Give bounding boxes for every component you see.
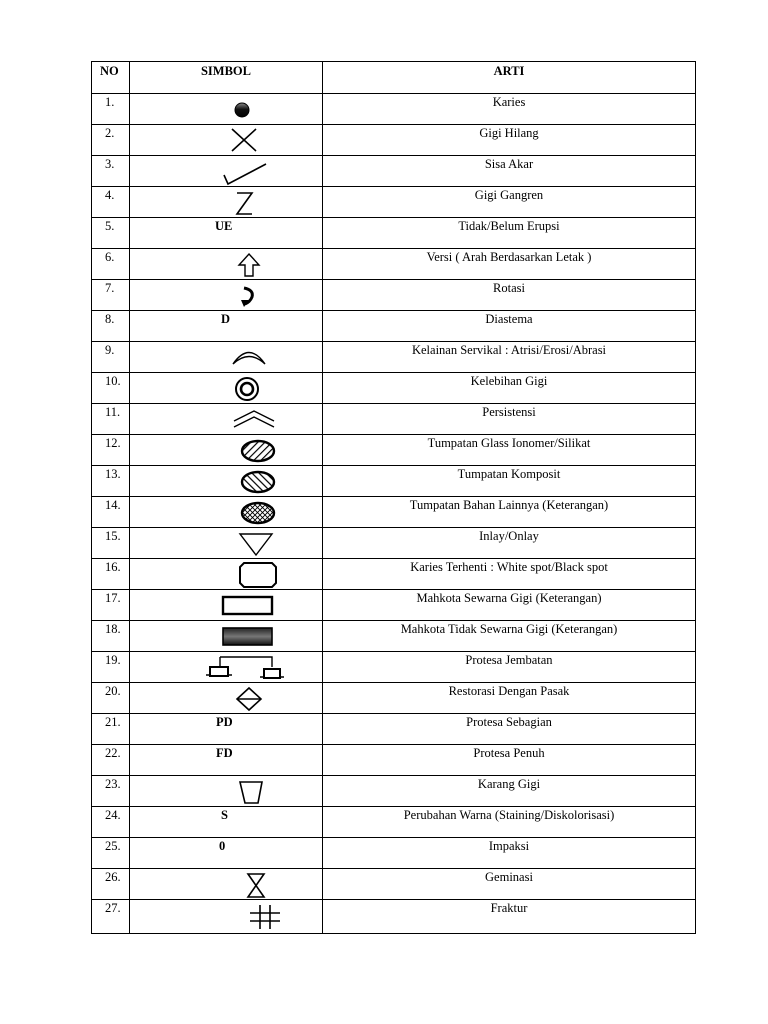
- row-number: 7.: [92, 280, 130, 311]
- header-arti: ARTI: [323, 62, 696, 94]
- symbol-cell: [130, 776, 323, 807]
- table-row: [92, 497, 696, 528]
- table-row: [92, 652, 696, 683]
- table-row: [92, 838, 696, 869]
- meaning: Fraktur: [323, 900, 696, 934]
- symbol-cell: [130, 218, 323, 249]
- x-cross-icon: [230, 127, 258, 153]
- meaning: Rotasi: [323, 280, 696, 311]
- row-number: 12.: [92, 435, 130, 466]
- symbol-cell: [130, 714, 323, 745]
- meaning: Gigi Gangren: [323, 187, 696, 218]
- table-row: [92, 280, 696, 311]
- table-header-row: [92, 62, 696, 94]
- bridge-icon: [206, 653, 286, 683]
- symbol-cell: [130, 683, 323, 714]
- table-row: [92, 187, 696, 218]
- symbol-cell: [130, 652, 323, 683]
- symbol-text: 0: [219, 839, 226, 853]
- symbol-cell: [130, 280, 323, 311]
- table-row: [92, 218, 696, 249]
- symbol-cell: [130, 807, 323, 838]
- row-number: 22.: [92, 745, 130, 776]
- crosshatched-ellipse-icon: [240, 500, 276, 526]
- symbol-cell: [130, 900, 323, 934]
- down-triangle-icon: [238, 531, 274, 557]
- row-number: 26.: [92, 869, 130, 900]
- table-row: [92, 900, 696, 934]
- row-number: 10.: [92, 373, 130, 404]
- symbol-cell: [130, 342, 323, 373]
- meaning: Gigi Hilang: [323, 125, 696, 156]
- symbol-cell: [130, 745, 323, 776]
- table-row: [92, 94, 696, 125]
- symbol-cell: [130, 373, 323, 404]
- hourglass-icon: [246, 872, 266, 900]
- row-number: 11.: [92, 404, 130, 435]
- symbol-table: [91, 61, 696, 934]
- diamond-line-icon: [234, 686, 264, 712]
- symbol-cell: [130, 435, 323, 466]
- table-row: [92, 373, 696, 404]
- meaning: Geminasi: [323, 869, 696, 900]
- meaning: Impaksi: [323, 838, 696, 869]
- trapezoid-icon: [238, 779, 266, 805]
- meaning: Mahkota Sewarna Gigi (Keterangan): [323, 590, 696, 621]
- crescent-icon: [231, 347, 267, 367]
- symbol-cell: [130, 311, 323, 342]
- table-row: [92, 125, 696, 156]
- meaning: Tumpatan Komposit: [323, 466, 696, 497]
- meaning: Kelebihan Gigi: [323, 373, 696, 404]
- symbol-cell: [130, 94, 323, 125]
- row-number: 2.: [92, 125, 130, 156]
- meaning: Tumpatan Glass Ionomer/Silikat: [323, 435, 696, 466]
- row-number: 23.: [92, 776, 130, 807]
- row-number: 6.: [92, 249, 130, 280]
- symbol-text: UE: [215, 219, 233, 233]
- symbol-cell: [130, 187, 323, 218]
- symbol-cell: [130, 559, 323, 590]
- meaning: Kelainan Servikal : Atrisi/Erosi/Abrasi: [323, 342, 696, 373]
- meaning: Mahkota Tidak Sewarna Gigi (Keterangan): [323, 621, 696, 652]
- z-letter-icon: [233, 190, 255, 216]
- checkmark-icon: [222, 160, 268, 186]
- double-chevron-icon: [232, 409, 276, 429]
- table-row: [92, 404, 696, 435]
- up-arrow-outline-icon: [237, 252, 261, 278]
- meaning: Persistensi: [323, 404, 696, 435]
- row-number: 9.: [92, 342, 130, 373]
- rotation-arrow-icon: [240, 284, 260, 308]
- meaning: Protesa Jembatan: [323, 652, 696, 683]
- symbol-cell: [130, 125, 323, 156]
- table-row: [92, 590, 696, 621]
- meaning: Tidak/Belum Erupsi: [323, 218, 696, 249]
- filled-circle-icon: [233, 100, 251, 118]
- row-number: 21.: [92, 714, 130, 745]
- meaning: Karang Gigi: [323, 776, 696, 807]
- table-row: [92, 807, 696, 838]
- table-row: [92, 342, 696, 373]
- meaning: Versi ( Arah Berdasarkan Letak ): [323, 249, 696, 280]
- symbol-cell: [130, 869, 323, 900]
- meaning: Protesa Sebagian: [323, 714, 696, 745]
- meaning: Karies Terhenti : White spot/Black spot: [323, 559, 696, 590]
- row-number: 25.: [92, 838, 130, 869]
- row-number: 27.: [92, 900, 130, 934]
- meaning: Inlay/Onlay: [323, 528, 696, 559]
- row-number: 18.: [92, 621, 130, 652]
- row-number: 15.: [92, 528, 130, 559]
- row-number: 14.: [92, 497, 130, 528]
- symbol-text: S: [221, 808, 228, 822]
- row-number: 16.: [92, 559, 130, 590]
- row-number: 17.: [92, 590, 130, 621]
- table-row: [92, 869, 696, 900]
- table-row: [92, 249, 696, 280]
- row-number: 19.: [92, 652, 130, 683]
- meaning: Perubahan Warna (Staining/Diskolorisasi): [323, 807, 696, 838]
- row-number: 1.: [92, 94, 130, 125]
- hatched-ellipse-icon: [240, 438, 276, 464]
- row-number: 4.: [92, 187, 130, 218]
- symbol-text: FD: [216, 746, 233, 760]
- symbol-cell: [130, 528, 323, 559]
- table-row: [92, 528, 696, 559]
- row-number: 5.: [92, 218, 130, 249]
- table-row: [92, 156, 696, 187]
- meaning: Karies: [323, 94, 696, 125]
- table-row: [92, 621, 696, 652]
- symbol-cell: [130, 497, 323, 528]
- filled-rectangle-icon: [221, 626, 275, 648]
- outline-rectangle-icon: [221, 595, 275, 617]
- symbol-cell: [130, 590, 323, 621]
- symbol-cell: [130, 249, 323, 280]
- meaning: Tumpatan Bahan Lainnya (Keterangan): [323, 497, 696, 528]
- symbol-cell: [130, 466, 323, 497]
- table-row: [92, 683, 696, 714]
- table-row: [92, 559, 696, 590]
- hash-fracture-icon: [248, 903, 282, 931]
- double-ring-icon: [234, 376, 260, 402]
- symbol-cell: [130, 404, 323, 435]
- header-simbol: SIMBOL: [130, 62, 323, 94]
- table-row: [92, 776, 696, 807]
- table-row: [92, 435, 696, 466]
- meaning: Sisa Akar: [323, 156, 696, 187]
- meaning: Protesa Penuh: [323, 745, 696, 776]
- symbol-cell: [130, 621, 323, 652]
- header-no: NO: [92, 62, 130, 94]
- symbol-cell: [130, 838, 323, 869]
- table-row: [92, 714, 696, 745]
- row-number: 8.: [92, 311, 130, 342]
- row-number: 13.: [92, 466, 130, 497]
- back-hatched-ellipse-icon: [240, 469, 276, 495]
- table-row: [92, 311, 696, 342]
- row-number: 24.: [92, 807, 130, 838]
- octagon-rect-icon: [238, 561, 278, 589]
- meaning: Restorasi Dengan Pasak: [323, 683, 696, 714]
- table-row: [92, 745, 696, 776]
- row-number: 3.: [92, 156, 130, 187]
- symbol-cell: [130, 156, 323, 187]
- symbol-text: D: [221, 312, 231, 326]
- table-row: [92, 466, 696, 497]
- symbol-text: PD: [216, 715, 233, 729]
- meaning: Diastema: [323, 311, 696, 342]
- row-number: 20.: [92, 683, 130, 714]
